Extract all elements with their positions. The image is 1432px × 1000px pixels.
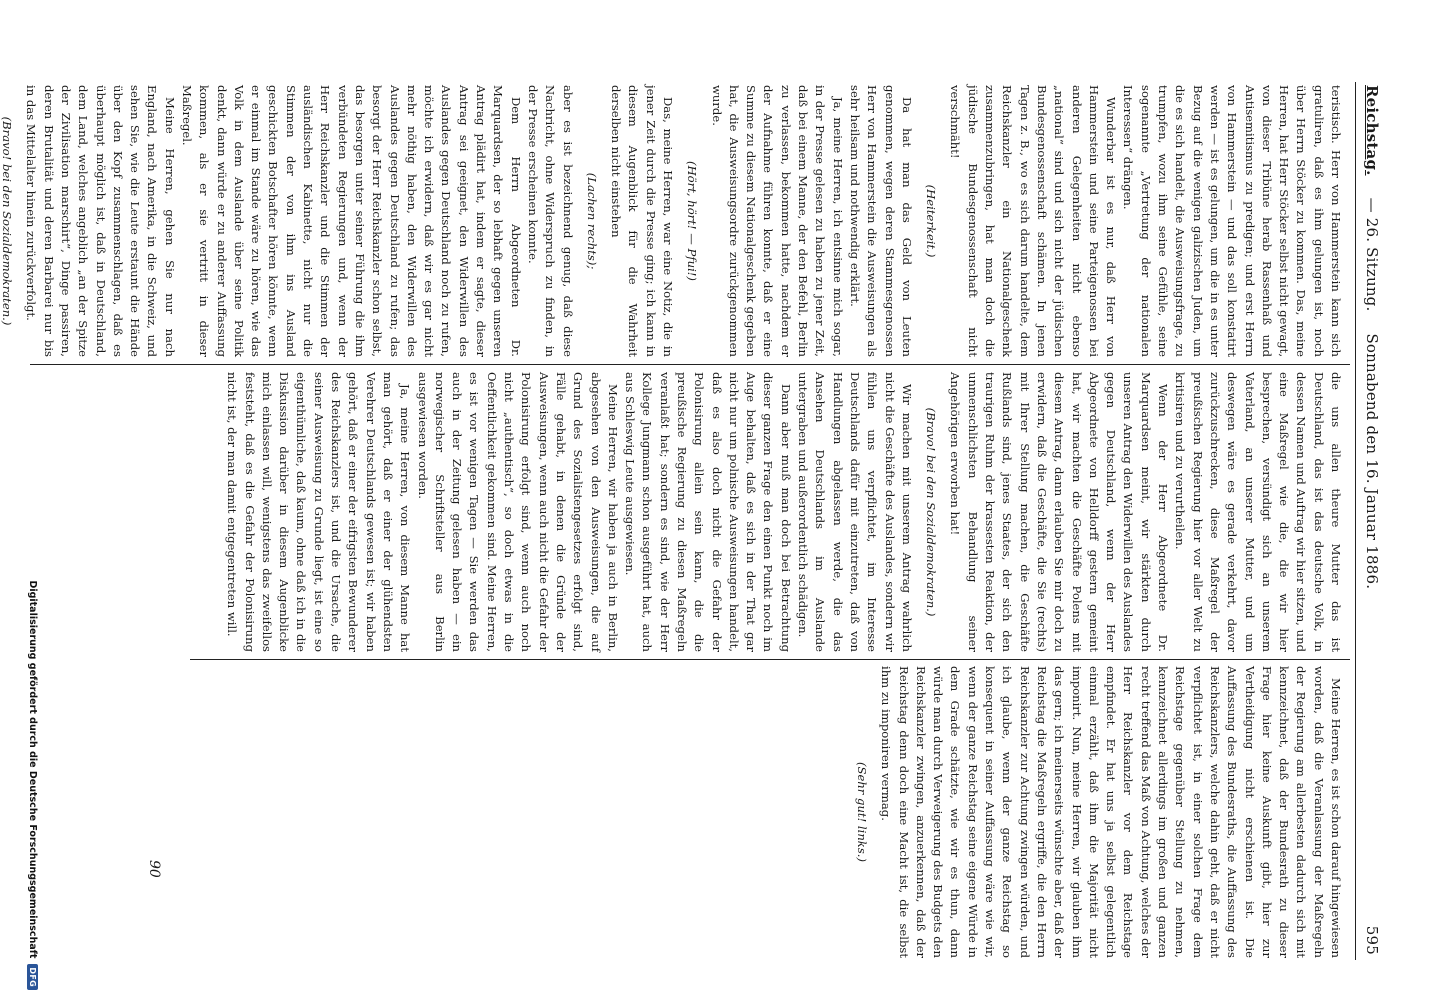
text-column-3 <box>194 666 1344 958</box>
paragraph: Dann aber muß man doch bei Betrachtung dieser ganzen Frage den einen Punkt noch im Auge behalten, daß es sich in der That gar nicht nur um polnische Ausweisungen handelt, daß es also doch nicht die Gefahr der Polonisirung allein sein kann, die die preußische Regierung zu diesen Maßregeln veranlaßt hat; sondern es sind, wie der Herr Kollege Jungmann schon ausgeführt hat, auch aus Schleswig Leute ausgewiesen. <box>623 372 793 652</box>
interjection: (Bravo! bei den Sozialdemokraten.) <box>924 407 939 617</box>
paragraph: teristisch. Herr von Hammerstein kann sich gratuliren, daß es ihm gelungen ist, noch über Herrn Stöcker zu kommen. Das, meine Herren, hat Herr Stöcker selbst nicht gewagt, von dieser Tribüne herab Rassenhaß und Antisemitismus zu predigen; und erst Herrn von Hammerstein — und das soll konstatirt werden — ist es gelungen, um die in es unter Bezug auf die wenigen galizischen Juden, um die es sich handelt, die Ausweisungsfrage, zu trumpfen, wozu ihm seine Gefühle, seine sogenannte „Vertretung der nationalen Interessen“ drängen. <box>1121 85 1343 358</box>
paragraph: Das, meine Herren, war eine Notiz, die in jener Zeit durch die Presse ging; ich kann in diesem Augenblick für die Wahrheit derselben nicht einstehen <box>609 85 676 357</box>
paragraph: Wunderbar ist es nur, daß Herr von Hammerstein und seine Parteigenossen bei anderen Gelegenheiten nicht ebenso „national“ sind und sich nicht der jüdischen Bundesgenossenschaft schämen. In jenen Tagen z. B., wo es sich darum handelte, dem Reichskanzler ein Nationalgeschenk zusammenzubringen, hat man doch die jüdische Bundesgenossenschaft nicht verschmäht! <box>948 85 1119 357</box>
interjection: (Sehr gut! links.) <box>854 762 869 862</box>
publication-title: Reichstag. <box>1363 85 1381 176</box>
header-left <box>1363 85 1381 589</box>
paragraph: die uns allen theure Mutter das ist Deutschland, das ist das deutsche Volk, in dessen Namen und Auftrag wir hier sitzen, und eine Maßregel wie die, die wir hier besprechen, versündigt sich an unserem Vaterland, an unserer Mutter, und um deswegen wäre es gerade verkehrt, davor zurückzuschrecken, diese Maßregel der preußischen Regierung hier vor aller Welt zu kritisiren und zu verurtheilen. <box>1173 372 1343 652</box>
interjection: (Hört, hört! — Pfui!) <box>685 161 700 281</box>
paragraph: Ja, meine Herren, ich entsinne mich sogar, in der Presse gelesen zu haben zu jener Zeit, daß bei einem Manne, der den Befehl, Berlin zu verlassen, bekommen hatte, nachdem er der Aufnahme führen konnte, daß er eine Summe zu diesem Nationalgeschenk gegeben hat, die Ausweisungsordre zurückgenommen wurde. <box>709 85 845 357</box>
session-date: Sonnabend den 16. Januar 1886. <box>1363 333 1381 590</box>
paragraph: Dem Herrn Abgeordneten Dr. Marquardsen, der so lebhaft gegen unseren Antrag plädirt hat, indem er sagte, dieser Antrag sei geeignet, den Widerwillen des Auslandes gegen Deutschland noch zu rufen, möchte ich erwidern, daß wir es gar nicht mehr nöthig haben, den Widerwillen des Auslandes gegen Deutschland zu rufen; das besorgt der Herr Reichskanzler schon selbst, das besorgen unter seiner Führung die ihm verbündeten Regierungen und, wenn der Herr Reichskanzler und die Stimmen der ausländischen Kabinette, nicht nur die Stimmen der von ihm ins Ausland geschickten Botschafter hören könnte, wenn er einmal im Stande wäre zu hören, wie das Volk in dem Auslande über seine Politik denkt, dann würde er zu anderer Auffassung kommen, als er sie vertritt in dieser Maßregel. <box>180 85 523 357</box>
page-mark: 90 <box>146 860 162 878</box>
attribution-text: Digitalisierung gefördert durch die Deutsche Forschungsgemeinschaft <box>27 580 39 959</box>
page-header <box>1358 85 1386 955</box>
paragraph: Ja, meine Herren, von diesem Manne hat man gehört, daß er einer der glühendsten Verehrer Deutschlands gewesen ist; wir haben gehört, daß er einer der eifrigsten Bewunderer des Reichskanzlers ist, und die Ursache, die seiner Ausweisung zu Grunde liegt, ist eine so eigenthümliche, daß kaum, ohne daß ich in die Diskussion darüber in diesem Augenblicke mich einlassen will, wenigstens das zweifellos feststeht, daß es die Gefahr der Polonisirung nicht ist, der man damit entgegentreten will. <box>225 372 413 652</box>
dfg-logo: DFG <box>28 964 39 990</box>
paragraph: Da hat man das Geld von Leuten genommen, wegen deren Stammesgenossen Herr von Hammerstein die Ausweisungen als sehr heilsam und nothwendig erklärt. <box>847 85 914 357</box>
column-divider-1 <box>30 364 1350 365</box>
interjection: (Heiterkeit.) <box>924 184 939 258</box>
page-number: 595 <box>1363 925 1381 955</box>
header-rule <box>1355 82 1356 960</box>
session-label: — 26. Sitzung. <box>1363 197 1381 312</box>
interjection: (Bravo! bei den Sozialdemokraten.) <box>0 116 15 326</box>
paragraph: Meine Herren, es ist schon darauf hingewiesen worden, daß die Veranlassung der Maßregeln der Regierung am allerbesten dadurch sich mit kennzeichnet, daß der Bundesrath zu dieser Frage hier keine Auskunft gibt, hier zur Vertheidigung nicht erschienen ist. Die Auffassung des Bundesraths, die Auffassung des Reichskanzlers, welche dahin geht, daß er nicht verpflichtet ist, in einer solchen Frage dem Reichstage gegenüber Stellung zu nehmen, kennzeichnet allerdings im großen und ganzen recht treffend das Maß von Achtung, welches der Herr Reichskanzler vor dem Reichstage empfindet. Er hat uns ja selbst gelegentlich einmal erzählt, daß ihm die Majorität nicht imponirt. Nun, meine Herren, wir glauben ihm das gern; ich meinerseits wünschte aber, daß der Reichstag die Maßregeln ergriffe, die den Herrn Reichskanzler zur Achtung zwingen würden, und ich glaube, wenn der ganze Reichstag so konsequent in seiner Auffassung wäre wie wir, wenn der ganze Reichstag seine eigene Würde in dem Grade schätzte, wie wir es thun, dann würde man durch Verweigerung des Budgets den Reichskanzler zwingen, anzuerkennen, daß der Reichstag denn doch eine Macht ist, die selbst ihm zu imponiren vermag. <box>879 666 1343 958</box>
text-column-1 <box>0 85 1344 358</box>
digitization-attribution <box>19 0 47 1000</box>
paragraph: Wir machen mit unserem Antrag wahrlich nicht die Geschäfte des Auslandes, sondern wir fühlen uns verpflichtet, im Interesse Deutschlands dafür mit einzutreten, daß von Handlungen abgelassen werde, die das Ansehen Deutschlands im Auslande untergraben und außerordentlich schädigen. <box>796 372 914 652</box>
paragraph: aber es ist bezeichnend genug, daß diese Nachricht, ohne Widerspruch zu finden, in der Presse erscheinen konnte. <box>525 85 575 357</box>
interjection: (Lachen rechts); <box>584 172 599 270</box>
column-divider-2 <box>190 659 1350 660</box>
paragraph: Wenn der Herr Abgeordnete Dr. Marquardsen meint, wir stärkten durch unseren Antrag den Widerwillen des Auslandes gegen Deutschland, wenn der Herr Abgeordnete von Helldorff gestern gemeint hat, wir machten die Geschäfte Polens mit diesem Antrag, dann erlauben Sie mir doch zu erwidern, daß die Geschäfte, die Sie (rechts) mit Ihrer Stellung machen, die Geschäfte Rußlands sind, jenes Staates, der sich den traurigen Ruhm der krassesten Reaktion, der unmenschlichsten Behandlung seiner Angehörigen erworben hat! <box>948 372 1171 652</box>
paragraph: Meine Herren, wir haben ja auch in Berlin, abgesehen von den Ausweisungen, die auf Grund des Sozialistengesetzes erfolgt sind, Fälle gehabt, in denen die Gründe der Ausweisungen, wenn auch nicht die Gefahr der Polonisirung erfolgt sind, wenn auch noch nicht „authentisch“, so doch etwas in die Oeffentlichkeit gekommen sind. Meine Herren, es ist vor wenigen Tagen — Sie werden das auch in der Zeitung gelesen haben — ein norwegischer Schriftsteller aus Berlin ausgewiesen worden. <box>415 372 620 652</box>
paragraph: Meine Herren, gehen Sie nur nach England, nach Amerika, in die Schweiz, und sehen Sie, wie die Leute erstaunt die Hände über den Kopf zusammenschlagen, daß es überhaupt möglich ist, daß in Deutschland, dem Land, welches angeblich „an der Spitze der Zivilisation marschirt“, Dinge passiren, deren Brutalität und deren Barbarei nur bis in das Mittelalter hinein zurückverfolgt. <box>24 85 177 357</box>
text-column-2 <box>29 372 1344 652</box>
